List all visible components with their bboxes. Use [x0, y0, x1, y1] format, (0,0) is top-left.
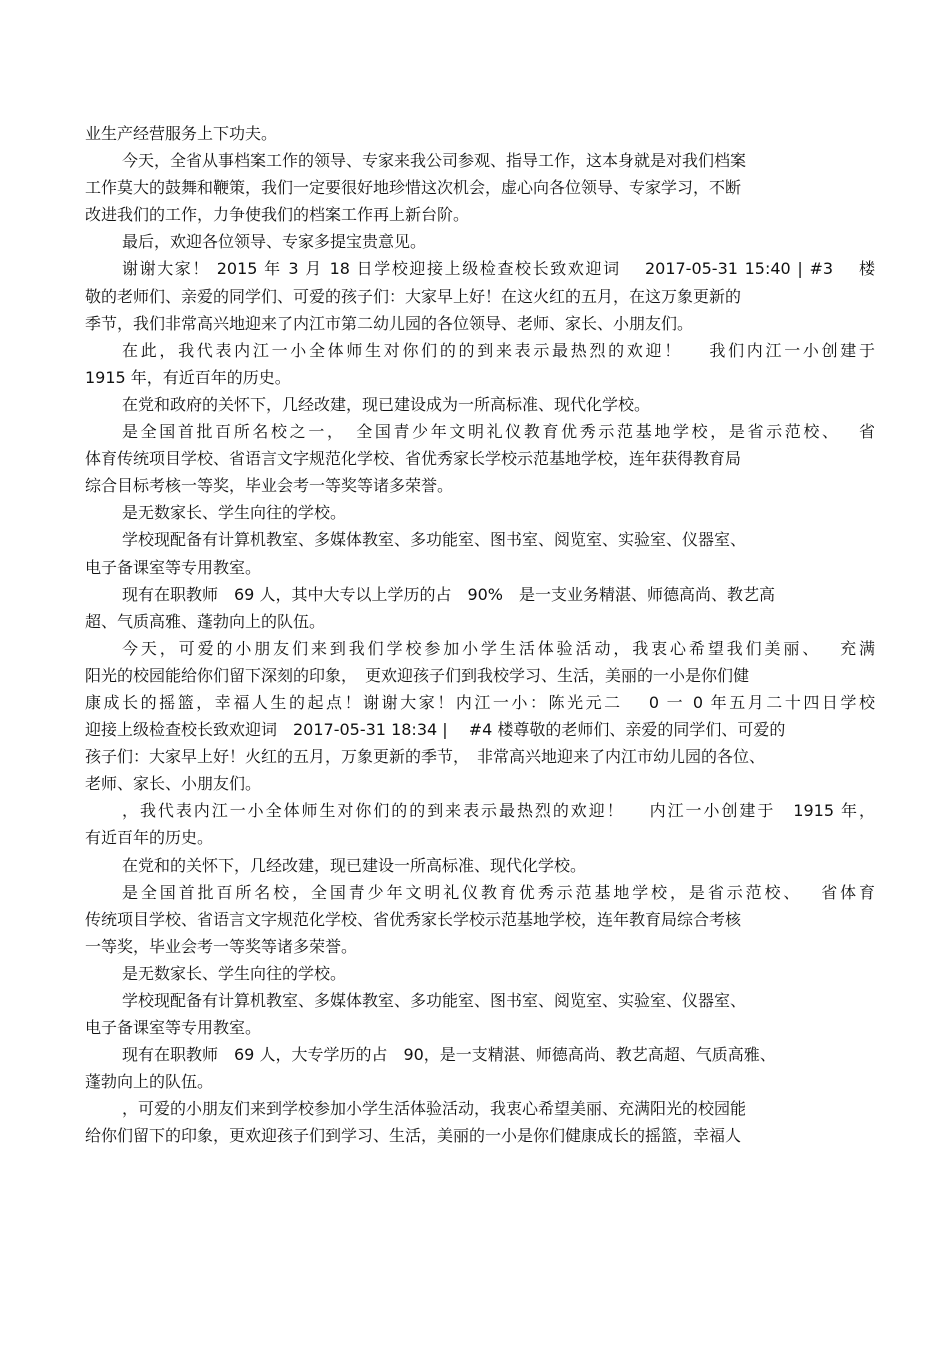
text-line: 敬的老师们、亲爱的同学们、可爱的孩子们：大家早上好！在这火红的五月，在这万象更新的	[85, 286, 742, 306]
text-line: 给你们留下的印象，更欢迎孩子们到学习、生活，美丽的一小是你们健康成长的摇篮，幸福人	[85, 1126, 742, 1146]
text-line: 迎接上级检查校长致欢迎词 2017-05-31 18:34 | #4 楼尊敬的老师们、亲爱的同学们、可爱的	[85, 720, 786, 740]
text-line: 电子备课室等专用教室。	[85, 557, 262, 577]
text-line: 蓬勃向上的队伍。	[85, 1072, 214, 1092]
text-line: 今天，全省从事档案工作的领导、专家来我公司参观、指导工作，这本身就是对我们档案	[122, 151, 747, 171]
text-line: 改进我们的工作，力争使我们的档案工作再上新台阶。	[85, 205, 470, 225]
text-line: 综合目标考核一等奖，毕业会考一等奖等诸多荣誉。	[85, 476, 454, 496]
text-line: 老师、家长、小朋友们。	[85, 774, 262, 794]
text-line: 现有在职教师 69 人，大专学历的占 90，是一支精湛、师德高尚、教艺高超、气质高雅、	[122, 1045, 776, 1065]
text-line: 谢谢大家！ 2015 年 3 月 18 日学校迎接上级检查校长致欢迎词 2017-05-31 15:40 | #3 楼	[122, 259, 875, 279]
text-line: 现有在职教师 69 人，其中大专以上学历的占 90% 是一支业务精湛、师德高尚、教艺高	[122, 584, 776, 604]
text-line: 体育传统项目学校、省语言文字规范化学校、省优秀家长学校示范基地学校，连年获得教育局	[85, 449, 742, 469]
text-line: 阳光的校园能给你们留下深刻的印象， 更欢迎孩子们到我校学习、生活，美丽的一小是你们健	[85, 665, 750, 685]
text-line: 超、气质高雅、蓬勃向上的队伍。	[85, 611, 326, 631]
text-line: 1915 年，有近百年的历史。	[85, 367, 291, 387]
text-line: 今天，可爱的小朋友们来到我们学校参加小学生活体验活动，我衷心希望我们美丽、 充满	[122, 638, 875, 658]
text-line: 电子备课室等专用教室。	[85, 1018, 262, 1038]
text-line: 是全国首批百所名校之一， 全国青少年文明礼仪教育优秀示范基地学校，是省示范校、 省	[122, 422, 875, 442]
text-line: 在党和的关怀下，几经改建，现已建设一所高标准、现代化学校。	[122, 855, 587, 875]
text-line: 工作莫大的鼓舞和鞭策，我们一定要很好地珍惜这次机会，虚心向各位领导、专家学习，不断	[85, 178, 742, 198]
text-line: 学校现配备有计算机教室、多媒体教室、多功能室、图书室、阅览室、实验室、仪器室、	[122, 991, 747, 1010]
text-line: 传统项目学校、省语言文字规范化学校、省优秀家长学校示范基地学校，连年教育局综合考核	[85, 909, 742, 929]
text-line: 最后，欢迎各位领导、专家多提宝贵意见。	[122, 232, 427, 252]
text-line: ，我代表内江一小全体师生对你们的的到来表示最热烈的欢迎！ 内江一小创建于 1915 年，	[122, 801, 875, 821]
text-line: 有近百年的历史。	[85, 828, 214, 848]
text-line: 一等奖，毕业会考一等奖等诸多荣誉。	[85, 936, 358, 956]
text-line: 康成长的摇篮，幸福人生的起点！谢谢大家！内江一小：陈光元二 0 一 0 年五月二十四日学校	[85, 692, 875, 712]
text-line: 学校现配备有计算机教室、多媒体教室、多功能室、图书室、阅览室、实验室、仪器室、	[122, 530, 747, 550]
document-body	[85, 120, 875, 1150]
text-line: 是全国首批百所名校，全国青少年文明礼仪教育优秀示范基地学校，是省示范校、 省体育	[122, 882, 875, 902]
text-line: 业生产经营服务上下功夫。	[85, 124, 278, 143]
text-line: 在党和政府的关怀下，几经改建，现已建设成为一所高标准、现代化学校。	[122, 394, 651, 414]
text-line: 孩子们：大家早上好！火红的五月，万象更新的季节， 非常高兴地迎来了内江市幼儿园的各位、	[85, 747, 766, 767]
text-line: 在此，我代表内江一小全体师生对你们的的到来表示最热烈的欢迎！ 我们内江一小创建于	[122, 340, 875, 360]
text-line: ，可爱的小朋友们来到学校参加小学生活体验活动，我衷心希望美丽、充满阳光的校园能	[122, 1099, 747, 1119]
text-line: 是无数家长、学生向往的学校。	[122, 963, 347, 983]
text-line: 是无数家长、学生向往的学校。	[122, 503, 347, 523]
text-line: 季节，我们非常高兴地迎来了内江市第二幼儿园的各位领导、老师、家长、小朋友们。	[85, 313, 694, 333]
